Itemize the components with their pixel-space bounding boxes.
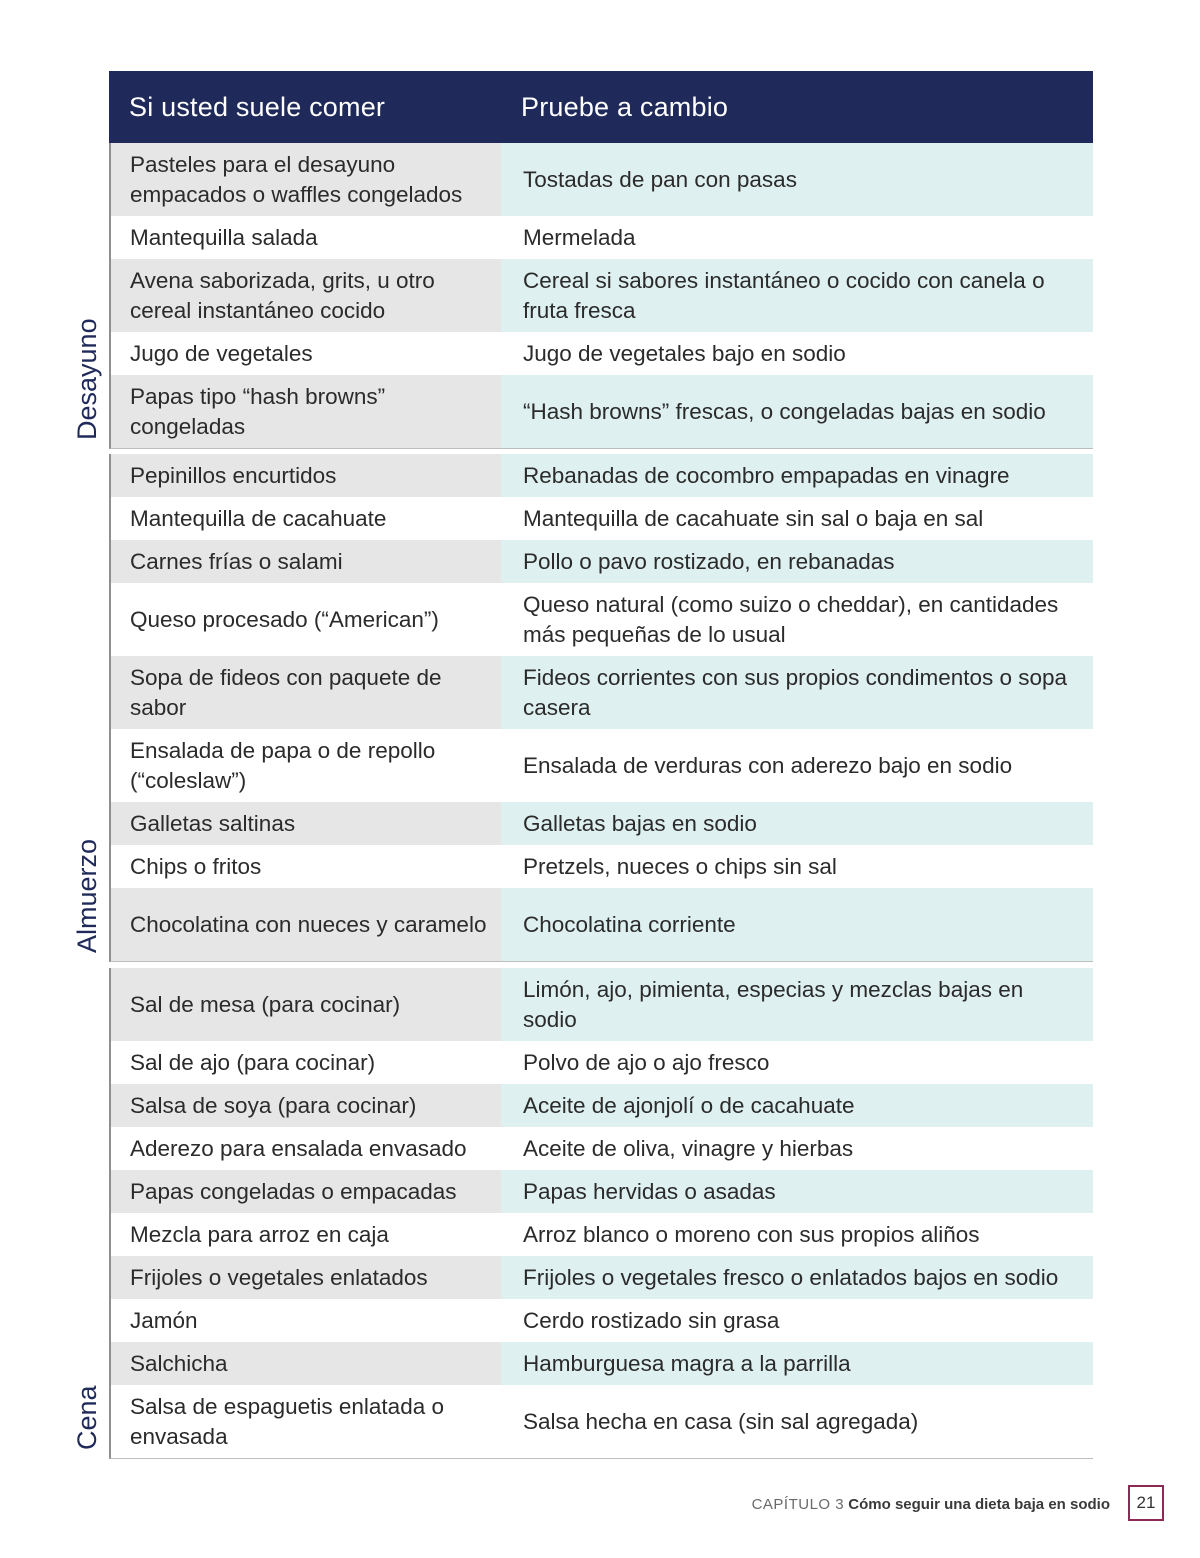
table-row	[111, 968, 1093, 1041]
table-row	[111, 1385, 1093, 1458]
section-label-desayuno: Desayuno	[72, 318, 102, 440]
table-row	[111, 583, 1093, 656]
usual-food-cell: Mantequilla de cacahuate	[111, 497, 501, 540]
table-row	[111, 1256, 1093, 1299]
usual-food-cell: Carnes frías o salami	[111, 540, 501, 583]
usual-food-cell: Mantequilla salada	[111, 216, 501, 259]
alternative-food-cell: Polvo de ajo o ajo fresco	[501, 1041, 1093, 1084]
usual-food-cell: Papas congeladas o empacadas	[111, 1170, 501, 1213]
alternative-food-cell: Cereal si sabores instantáneo o cocido con canela o fruta fresca	[501, 259, 1093, 332]
usual-food-cell: Salsa de soya (para cocinar)	[111, 1084, 501, 1127]
header-col-try: Pruebe a cambio	[521, 92, 729, 122]
table-row	[111, 1299, 1093, 1342]
section-desayuno	[109, 143, 1093, 449]
table-row	[111, 656, 1093, 729]
alternative-food-cell: Chocolatina corriente	[501, 888, 1093, 961]
table-row	[111, 540, 1093, 583]
alternative-food-cell: Jugo de vegetales bajo en sodio	[501, 332, 1093, 375]
alternative-food-cell: Aceite de oliva, vinagre y hierbas	[501, 1127, 1093, 1170]
alternative-food-cell: Rebanadas de cocombro empapadas en vinagre	[501, 454, 1093, 497]
table-row	[111, 1170, 1093, 1213]
page-footer	[752, 1493, 1110, 1517]
table-row	[111, 216, 1093, 259]
usual-food-cell: Salsa de espaguetis enlatada o envasada	[111, 1385, 501, 1458]
table-row	[111, 888, 1093, 961]
table-row	[111, 845, 1093, 888]
table-row	[111, 375, 1093, 448]
alternative-food-cell: Cerdo rostizado sin grasa	[501, 1299, 1093, 1342]
chapter-label: CAPÍTULO 3	[751, 1496, 845, 1513]
usual-food-cell: Queso procesado (“American”)	[111, 583, 501, 656]
table-row	[111, 1041, 1093, 1084]
alternative-food-cell: Aceite de ajonjolí o de cacahuate	[501, 1084, 1093, 1127]
usual-food-cell: Ensalada de papa o de repollo (“coleslaw”)	[111, 729, 501, 802]
section-cena	[109, 968, 1093, 1459]
alternative-food-cell: Fideos corrientes con sus propios condimentos o sopa casera	[501, 656, 1093, 729]
alternative-food-cell: Limón, ajo, pimienta, especias y mezclas bajas en sodio	[501, 968, 1093, 1041]
usual-food-cell: Pasteles para el desayuno empacados o waffles congelados	[111, 143, 501, 216]
alternative-food-cell: Mantequilla de cacahuate sin sal o baja en sal	[501, 497, 1093, 540]
section-label-almuerzo: Almuerzo	[72, 838, 102, 953]
alternative-food-cell: “Hash browns” frescas, o congeladas bajas en sodio	[501, 375, 1093, 448]
table-row	[111, 802, 1093, 845]
table-row	[111, 454, 1093, 497]
table-row	[111, 1127, 1093, 1170]
alternative-food-cell: Mermelada	[501, 216, 1093, 259]
chapter-title: Cómo seguir una dieta baja en sodio	[848, 1496, 1110, 1513]
table-row	[111, 1342, 1093, 1385]
table-row	[111, 332, 1093, 375]
page-number: 21	[1128, 1485, 1164, 1521]
table-row	[111, 1084, 1093, 1127]
usual-food-cell: Chips o fritos	[111, 845, 501, 888]
usual-food-cell: Jugo de vegetales	[111, 332, 501, 375]
usual-food-cell: Salchicha	[111, 1342, 501, 1385]
alternative-food-cell: Ensalada de verduras con aderezo bajo en sodio	[501, 729, 1093, 802]
alternative-food-cell: Galletas bajas en sodio	[501, 802, 1093, 845]
usual-food-cell: Sal de ajo (para cocinar)	[111, 1041, 501, 1084]
alternative-food-cell: Frijoles o vegetales fresco o enlatados bajos en sodio	[501, 1256, 1093, 1299]
alternative-food-cell: Arroz blanco o moreno con sus propios aliños	[501, 1213, 1093, 1256]
alternative-food-cell: Queso natural (como suizo o cheddar), en cantidades más pequeñas de lo usual	[501, 583, 1093, 656]
alternative-food-cell: Tostadas de pan con pasas	[501, 143, 1093, 216]
usual-food-cell: Pepinillos encurtidos	[111, 454, 501, 497]
usual-food-cell: Sopa de fideos con paquete de sabor	[111, 656, 501, 729]
table-row	[111, 143, 1093, 216]
alternative-food-cell: Pretzels, nueces o chips sin sal	[501, 845, 1093, 888]
usual-food-cell: Chocolatina con nueces y caramelo	[111, 888, 501, 961]
table-row	[111, 729, 1093, 802]
alternative-food-cell: Hamburguesa magra a la parrilla	[501, 1342, 1093, 1385]
alternative-food-cell: Papas hervidas o asadas	[501, 1170, 1093, 1213]
usual-food-cell: Galletas saltinas	[111, 802, 501, 845]
usual-food-cell: Jamón	[111, 1299, 501, 1342]
usual-food-cell: Mezcla para arroz en caja	[111, 1213, 501, 1256]
usual-food-cell: Sal de mesa (para cocinar)	[111, 968, 501, 1041]
table-row	[111, 1213, 1093, 1256]
usual-food-cell: Papas tipo “hash browns” congeladas	[111, 375, 501, 448]
table-header	[109, 71, 1093, 143]
usual-food-cell: Aderezo para ensalada envasado	[111, 1127, 501, 1170]
alternative-food-cell: Salsa hecha en casa (sin sal agregada)	[501, 1385, 1093, 1458]
section-almuerzo	[109, 454, 1093, 962]
usual-food-cell: Frijoles o vegetales enlatados	[111, 1256, 501, 1299]
alternative-food-cell: Pollo o pavo rostizado, en rebanadas	[501, 540, 1093, 583]
usual-food-cell: Avena saborizada, grits, u otro cereal instantáneo cocido	[111, 259, 501, 332]
table-row	[111, 497, 1093, 540]
table-row	[111, 259, 1093, 332]
section-label-cena: Cena	[72, 1385, 102, 1450]
header-col-usual: Si usted suele comer	[129, 92, 386, 122]
